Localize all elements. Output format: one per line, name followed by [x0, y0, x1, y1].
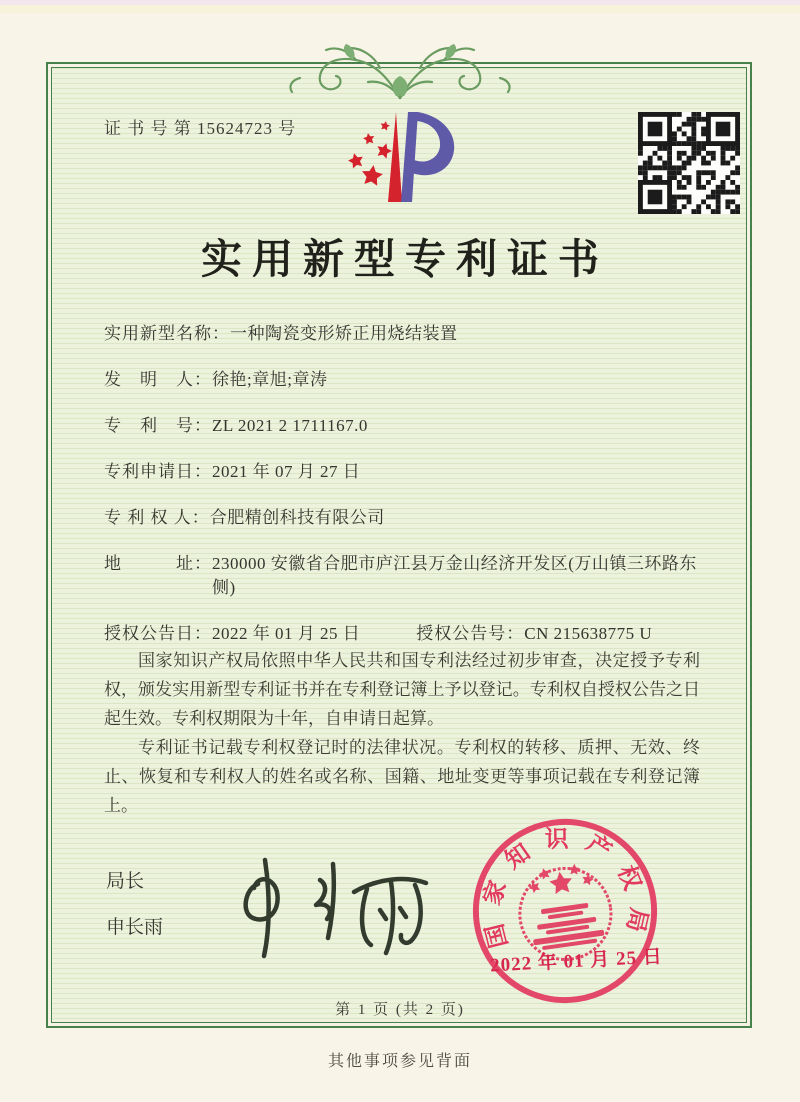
field-label: 地 址： — [104, 554, 212, 573]
body-paragraph-2: 专利证书记载专利权登记时的法律状况。专利权的转移、质押、无效、终止、恢复和专利权人的姓名或名称、国籍、地址变更等事项记载在专利登记簿上。 — [104, 738, 700, 815]
field-application-date — [104, 460, 704, 484]
field-inventors — [104, 368, 704, 392]
signer-name: 申长雨 — [106, 917, 164, 938]
field-patent-number — [104, 414, 704, 438]
field-label: 专 利 号： — [104, 416, 212, 435]
certificate-title: 实用新型专利证书 — [201, 236, 609, 282]
grant-date-pair — [104, 622, 360, 646]
field-value: 合肥精创科技有限公司 — [209, 508, 385, 527]
field-utility-model-name — [104, 322, 704, 346]
field-grant-row — [104, 622, 704, 646]
field-patentee — [104, 506, 704, 530]
certificate-body-text — [104, 646, 700, 820]
back-side-note: 其他事项参见背面 — [327, 1053, 472, 1070]
field-address — [104, 552, 704, 600]
border-ornament-icon — [284, 34, 516, 112]
field-label: 授权公告号： — [416, 624, 525, 643]
certificate-number: 证 书 号 第 15624723 号 — [104, 119, 297, 138]
field-value: 2021 年 07 月 27 日 — [212, 462, 361, 481]
seal-ring-text: 国家知识产权局 — [478, 826, 652, 951]
certificate-fields — [104, 322, 704, 646]
field-value: ZL 2021 2 1711167.0 — [212, 416, 368, 435]
page-number: 第 1 页 (共 2 页) — [335, 1002, 465, 1018]
field-label: 实用新型名称： — [104, 324, 230, 343]
field-label: 专利申请日： — [104, 462, 212, 481]
body-paragraph-1: 国家知识产权局依照中华人民共和国专利法经过初步审查，决定授予专利权，颁发实用新型专利证书并在专利登记簿上予以登记。专利权自授权公告之日起生效。专利权期限为十年，自申请日起算。 — [104, 651, 700, 728]
field-value: 徐艳;章旭;章涛 — [212, 370, 328, 389]
field-value: 一种陶瓷变形矫正用烧结装置 — [230, 324, 458, 343]
cnipa-seal-icon — [453, 799, 677, 1023]
field-value: CN 215638775 U — [524, 624, 653, 643]
grant-number-pair — [416, 622, 652, 646]
field-value: 230000 安徽省合肥市庐江县万金山经济开发区(万山镇三环路东侧) — [212, 554, 697, 597]
seal-date: 2022 年 01 月 25 日 — [489, 946, 664, 977]
handwritten-signature-icon — [228, 852, 438, 962]
field-label: 发 明 人： — [104, 370, 212, 389]
field-value: 2022 年 01 月 25 日 — [212, 624, 361, 643]
signer-title: 局长 — [106, 871, 145, 892]
qr-code — [638, 112, 740, 214]
field-label: 专 利 权 人： — [104, 508, 210, 527]
scan-edge-strip-2 — [0, 5, 800, 13]
field-label: 授权公告日： — [104, 624, 212, 643]
cnipa-logo-icon — [338, 108, 464, 208]
